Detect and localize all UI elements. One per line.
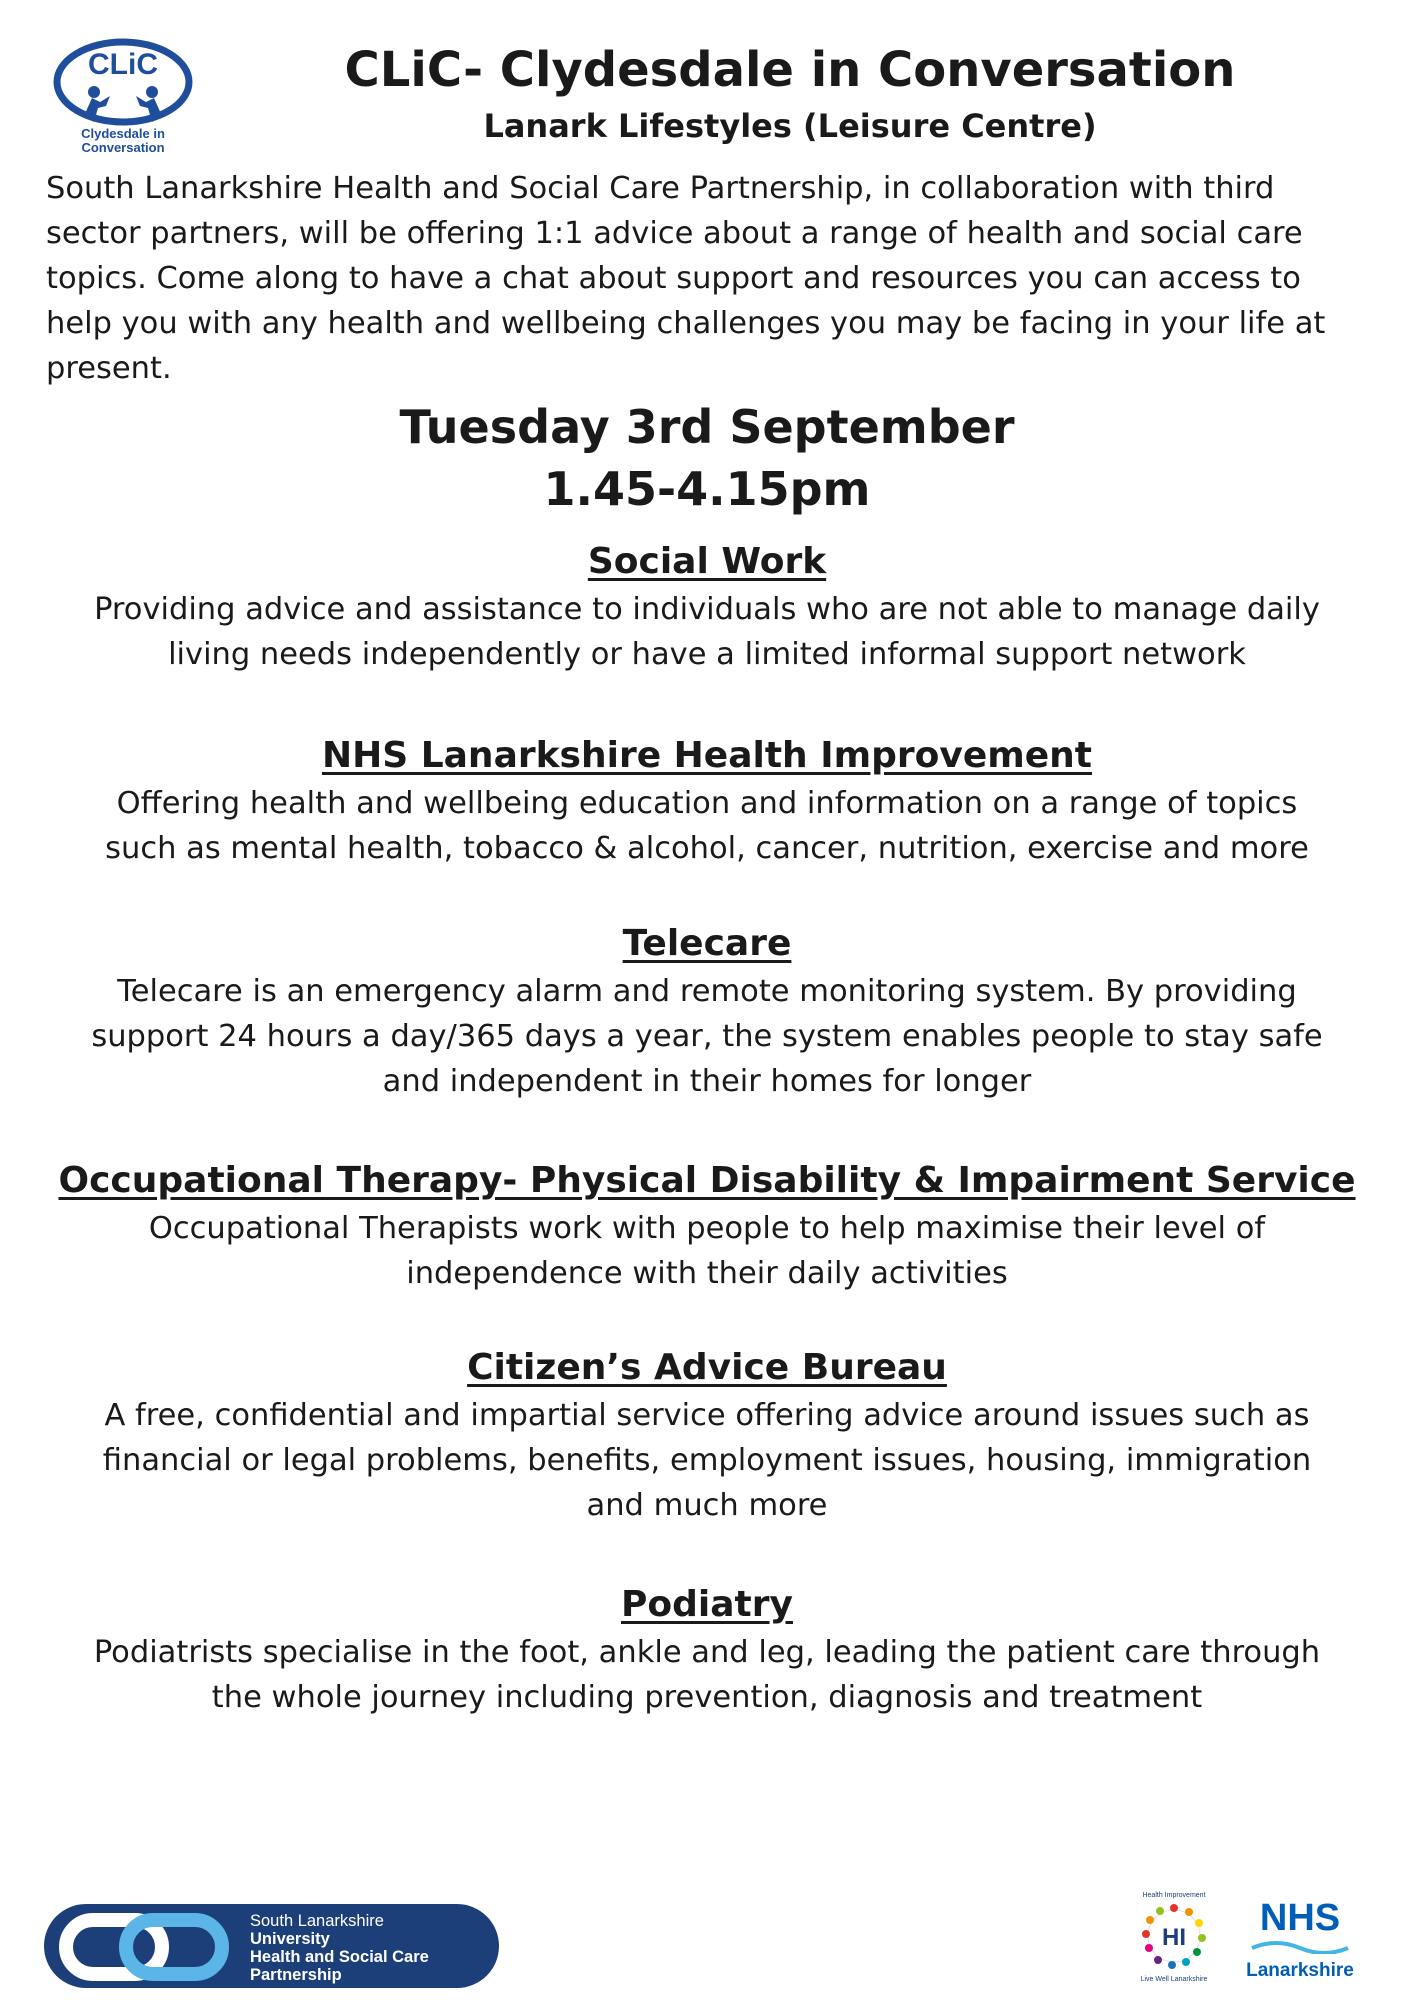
service-heading: Telecare xyxy=(622,923,792,964)
event-date: Tuesday 3rd September xyxy=(399,400,1015,454)
nhs-wave-icon xyxy=(1240,1940,1360,1954)
service-description-line: Occupational Therapists work with people to help maximise their level of xyxy=(148,1211,1266,1246)
clic-logo xyxy=(48,36,198,154)
service-heading: Podiatry xyxy=(621,1584,793,1625)
service-occupational-therapy xyxy=(40,1156,1374,1296)
service-description-line: Podiatrists specialise in the foot, ankle and leg, leading the patient care through xyxy=(93,1635,1321,1670)
service-description-line: such as mental health, tobacco & alcohol, cancer, nutrition, exercise and more xyxy=(105,831,1309,866)
partnership-line: South Lanarkshire xyxy=(250,1912,384,1930)
service-heading: NHS Lanarkshire Health Improvement xyxy=(321,735,1093,776)
clic-caption-line2: Conversation xyxy=(81,140,165,154)
service-description-line: independence with their daily activities xyxy=(406,1256,1008,1291)
service-social-work xyxy=(40,537,1374,677)
service-description-line: Offering health and wellbeing education and information on a range of topics xyxy=(116,786,1298,821)
event-time: 1.45-4.15pm xyxy=(543,462,871,516)
service-health-improvement xyxy=(40,731,1374,871)
service-description-line: Providing advice and assistance to individuals who are not able to manage daily xyxy=(94,592,1320,627)
service-citizens-advice xyxy=(40,1343,1374,1528)
service-description-line: support 24 hours a day/365 days a year, the system enables people to stay safe xyxy=(91,1019,1323,1054)
service-description-line: and independent in their homes for longer xyxy=(382,1064,1032,1099)
service-description-line: A free, confidential and impartial service offering advice around issues such as xyxy=(104,1398,1310,1433)
intro-paragraph xyxy=(46,166,1376,391)
service-description-line: living needs independently or have a limited informal support network xyxy=(168,637,1246,672)
hi-ring-top-text: Health Improvement xyxy=(1142,1892,1206,1899)
service-heading: Social Work xyxy=(587,541,827,582)
clic-caption-line1: Clydesdale in xyxy=(81,126,165,141)
partnership-line: Partnership xyxy=(250,1966,342,1984)
hi-logo-text: HI xyxy=(1162,1924,1186,1951)
service-description-line: financial or legal problems, benefits, employment issues, housing, immigration xyxy=(102,1443,1312,1478)
nhs-lanarkshire-logo xyxy=(1240,1898,1360,1988)
nhs-board-name: Lanarkshire xyxy=(1246,1960,1354,1981)
partnership-line: University xyxy=(250,1930,330,1948)
venue-subtitle: Lanark Lifestyles (Leisure Centre) xyxy=(483,107,1097,145)
hi-ring-bottom-text: Live Well Lanarkshire xyxy=(1140,1976,1208,1983)
service-description-line: and much more xyxy=(586,1488,828,1523)
service-description-line: Telecare is an emergency alarm and remote monitoring system. By providing xyxy=(117,974,1297,1009)
service-description-line: the whole journey including prevention, diagnosis and treatment xyxy=(211,1680,1203,1715)
clic-logo-text: CLiC xyxy=(88,48,158,81)
intro-line: topics. Come along to have a chat about support and resources you can access to xyxy=(46,261,1301,296)
intro-line: sector partners, will be offering 1:1 advice about a range of health and social care xyxy=(46,216,1303,251)
service-heading: Occupational Therapy- Physical Disability & Impairment Service xyxy=(58,1160,1356,1201)
health-improvement-logo xyxy=(1126,1888,1222,1984)
service-podiatry xyxy=(40,1580,1374,1720)
page-title: CLiC- Clydesdale in Conversation xyxy=(344,42,1236,98)
partnership-logo xyxy=(44,1900,504,1992)
service-heading: Citizen’s Advice Bureau xyxy=(467,1347,947,1388)
intro-line: present. xyxy=(46,351,172,386)
nhs-logo-text: NHS xyxy=(1259,1897,1341,1939)
intro-line: South Lanarkshire Health and Social Care Partnership, in collaboration with third xyxy=(46,171,1275,206)
partnership-logo-text xyxy=(250,1912,429,1984)
intro-line: help you with any health and wellbeing challenges you may be facing in your life at xyxy=(46,306,1326,341)
partnership-line: Health and Social Care xyxy=(250,1948,429,1966)
service-telecare xyxy=(40,919,1374,1104)
